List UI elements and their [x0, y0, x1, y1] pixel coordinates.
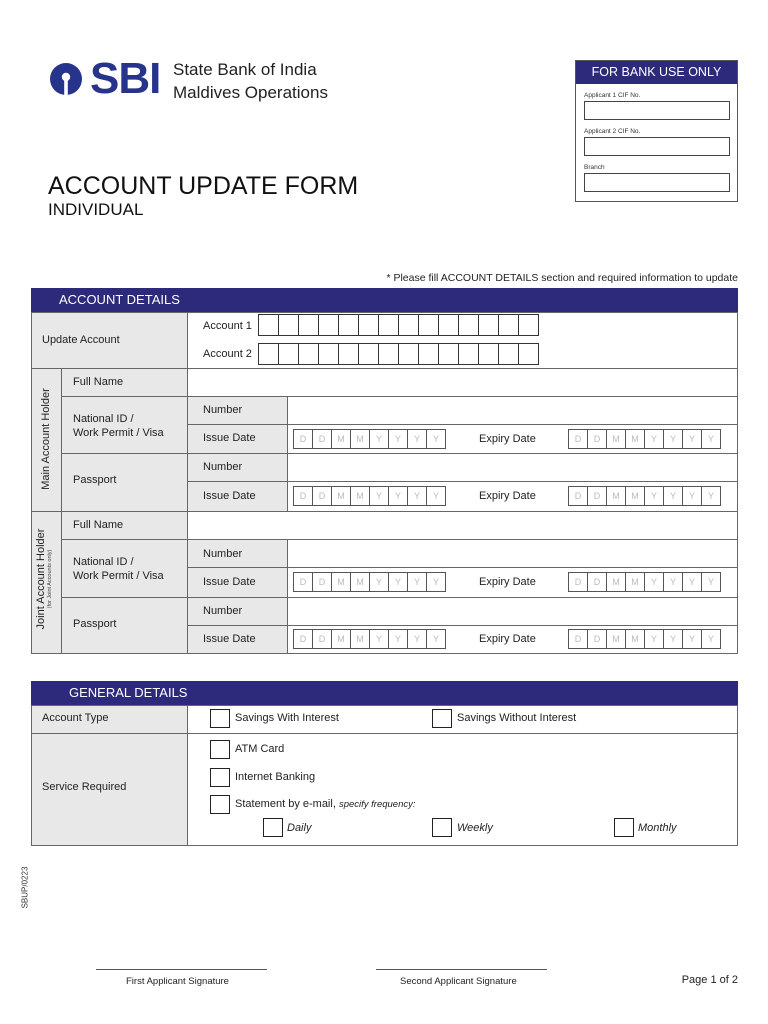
logo-wordmark: SBI — [90, 54, 161, 103]
atm-card-checkbox[interactable] — [210, 740, 230, 759]
main-nid-expiry-label: Expiry Date — [479, 433, 536, 445]
joint-nid-number-input[interactable] — [287, 539, 738, 568]
joint-nid-label: National ID / Work Permit / Visa — [73, 556, 164, 582]
main-nid-label: National ID / Work Permit / Visa — [73, 413, 164, 439]
page-number: Page 1 of 2 — [681, 974, 738, 986]
main-pp-number-label: Number — [203, 461, 243, 473]
joint-pp-expiry-date-boxes[interactable]: D D M M Y Y Y Y — [568, 629, 721, 649]
account2-label: Account 2 — [203, 348, 252, 360]
main-nid-expiry-date-boxes[interactable]: D D M M Y Y Y Y — [568, 429, 721, 449]
joint-passport-label: Passport — [73, 618, 117, 630]
weekly-checkbox[interactable] — [432, 818, 452, 837]
monthly-label: Monthly — [638, 822, 677, 834]
main-pp-expiry-date-boxes[interactable]: D D M M Y Y Y Y — [568, 486, 721, 506]
savings-with-interest-label: Savings With Interest — [235, 712, 339, 724]
weekly-label: Weekly — [457, 822, 493, 834]
main-fullname-input[interactable] — [187, 368, 738, 397]
joint-pp-expiry-label: Expiry Date — [479, 633, 536, 645]
update-account-label: Update Account — [42, 334, 120, 346]
daily-checkbox[interactable] — [263, 818, 283, 837]
joint-nid-number-label: Number — [203, 548, 243, 560]
joint-pp-number-label: Number — [203, 605, 243, 617]
sbi-logo-icon — [49, 62, 83, 96]
form-code: SBUP/0223 — [20, 866, 30, 909]
main-pp-issue-label: Issue Date — [203, 490, 256, 502]
joint-fullname-label: Full Name — [73, 519, 124, 531]
branch-field[interactable] — [584, 173, 730, 192]
atm-card-label: ATM Card — [235, 743, 285, 755]
applicant1-cif-field[interactable] — [584, 101, 730, 120]
monthly-checkbox[interactable] — [614, 818, 634, 837]
first-signature-line[interactable] — [96, 969, 267, 970]
account2-digit-boxes[interactable] — [258, 343, 539, 365]
joint-pp-issue-label: Issue Date — [203, 633, 256, 645]
statement-email-checkbox[interactable] — [210, 795, 230, 814]
main-fullname-label: Full Name — [73, 376, 124, 388]
main-pp-number-input[interactable] — [287, 453, 738, 482]
applicant2-cif-field[interactable] — [584, 137, 730, 156]
joint-fullname-input[interactable] — [187, 511, 738, 540]
general-details-heading: GENERAL DETAILS — [31, 681, 738, 705]
main-pp-issue-date-boxes[interactable]: D D M M Y Y Y Y — [293, 486, 446, 506]
main-nid-number-label: Number — [203, 404, 243, 416]
main-pp-expiry-label: Expiry Date — [479, 490, 536, 502]
form-subtitle: INDIVIDUAL — [48, 200, 144, 219]
main-passport-label: Passport — [73, 474, 117, 486]
daily-label: Daily — [287, 822, 312, 834]
joint-nid-issue-date-boxes[interactable]: D D M M Y Y Y Y — [293, 572, 446, 592]
bank-name: State Bank of India Maldives Operations — [173, 60, 328, 102]
joint-nid-expiry-date-boxes[interactable]: D D M M Y Y Y Y — [568, 572, 721, 592]
second-signature-line[interactable] — [376, 969, 547, 970]
joint-holder-label: Joint Account Holder (for Joint Accounts only) — [35, 528, 53, 630]
second-signature-label: Second Applicant Signature — [400, 976, 517, 987]
branch-label: Branch — [584, 164, 605, 171]
account1-digit-boxes[interactable] — [258, 314, 539, 336]
form-title: ACCOUNT UPDATE FORM — [48, 172, 359, 200]
main-nid-issue-date-boxes[interactable]: D D M M Y Y Y Y — [293, 429, 446, 449]
savings-without-interest-checkbox[interactable] — [432, 709, 452, 728]
main-nid-number-input[interactable] — [287, 396, 738, 425]
account-type-label: Account Type — [42, 712, 109, 724]
statement-email-label: Statement by e-mail, specify frequency: — [235, 798, 416, 810]
joint-pp-number-input[interactable] — [287, 597, 738, 626]
internet-banking-label: Internet Banking — [235, 771, 316, 783]
main-holder-label: Main Account Holder — [40, 388, 52, 490]
account-details-heading: ACCOUNT DETAILS — [31, 288, 738, 312]
account1-label: Account 1 — [203, 320, 252, 332]
savings-without-interest-label: Savings Without Interest — [457, 712, 577, 724]
applicant2-cif-label: Applicant 2 CIF No. — [584, 128, 641, 135]
bank-use-panel — [575, 60, 738, 202]
internet-banking-checkbox[interactable] — [210, 768, 230, 787]
instruction-note: * Please fill ACCOUNT DETAILS section and required information to update — [386, 272, 738, 284]
joint-nid-issue-label: Issue Date — [203, 576, 256, 588]
service-required-label: Service Required — [42, 781, 127, 793]
savings-with-interest-checkbox[interactable] — [210, 709, 230, 728]
applicant1-cif-label: Applicant 1 CIF No. — [584, 92, 641, 99]
bank-use-title: FOR BANK USE ONLY — [576, 61, 737, 84]
joint-nid-expiry-label: Expiry Date — [479, 576, 536, 588]
joint-pp-issue-date-boxes[interactable]: D D M M Y Y Y Y — [293, 629, 446, 649]
first-signature-label: First Applicant Signature — [126, 976, 229, 987]
main-nid-issue-label: Issue Date — [203, 432, 256, 444]
